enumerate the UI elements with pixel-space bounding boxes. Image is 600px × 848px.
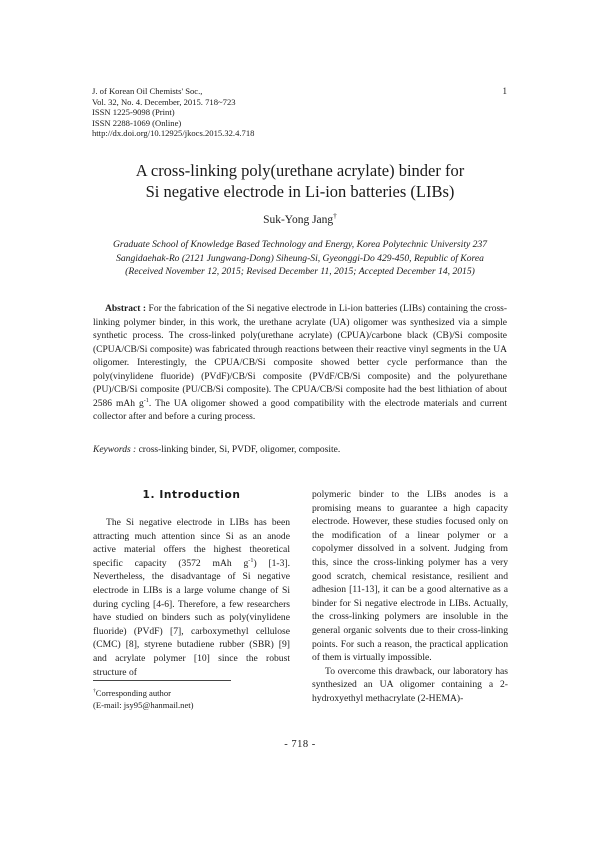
footnote-rule <box>93 680 231 681</box>
intro-p1-b: ) [1-3]. Nevertheless, the disadvantage of Si negative electrode in LIBs is a large volume change of Si during cycling [4-6]. Therefore, a few researchers have studied on binders such as poly(vinylidene fluoride) (PVdF) [7], carboxymethyl cellulose (CMC) [8], styrene butadiene rubber (SBR) [9] and acrylate polymer [10] since the robust structure of <box>93 557 290 678</box>
affiliation-line-1: Graduate School of Knowledge Based Technology and Energy, Korea Polytechnic University 237 <box>112 239 488 250</box>
abstract-label: Abstract : <box>105 304 147 314</box>
issn-print: ISSN 1225-9098 (Print) <box>92 107 175 118</box>
abstract-text-2: . The UA oligomer showed a good compatibility with the electrode materials and current collector after and before a curing process. <box>93 398 507 422</box>
keywords-label: Keywords : <box>93 445 137 455</box>
footnote-email: (E-mail: jsy95@hanmail.net) <box>93 700 194 710</box>
left-column <box>93 516 290 679</box>
affiliation <box>80 238 520 279</box>
journal-name: J. of Korean Oil Chemists' Soc., <box>92 86 203 96</box>
doi-link[interactable]: http://dx.doi.org/10.12925/jkocs.2015.32.4.718 <box>92 128 255 139</box>
journal-volume: Vol. 32, No. 4. December, 2015. 718~723 <box>92 96 236 107</box>
footnote-line-1: Corresponding author <box>95 688 171 698</box>
keywords <box>93 444 507 458</box>
title-line-1: A cross-linking poly(urethane acrylate) binder for <box>135 161 465 180</box>
intro-p1-sup: -1 <box>248 556 254 564</box>
section-heading: 1. Introduction <box>142 489 241 501</box>
intro-paragraph-1 <box>93 516 290 679</box>
title-line-2: Si negative electrode in Li-ion batteries (LIBs) <box>145 182 455 201</box>
paper-title <box>60 160 540 202</box>
abstract <box>93 303 507 425</box>
keywords-text: cross-linking binder, Si, PVDF, oligomer, composite. <box>138 445 341 455</box>
received-dates: (Received November 12, 2015; Revised December 11, 2015; Accepted December 14, 2015) <box>125 266 475 278</box>
issn-online: ISSN 2288-1069 (Online) <box>92 117 182 128</box>
page-marker: 1 <box>502 86 507 96</box>
corresponding-mark: † <box>333 211 337 221</box>
abstract-text-1: For the fabrication of the Si negative electrode in Li-ion batteries (LIBs) containing the cross-linking polymer binder, in this work, the urethane acrylate (UA) oligomer was synthesized via a simple synthetic process. The cross-linked poly(urethane acrylate) (CPUA)/carbone black (CB)/Si composite (CPUA/CB/Si composite) was fabricated through reactions between their reactive vinyl segments in the UA oligomer. Interestingly, the CPUA/CB/Si composite showed better cycle performance than the poly(vinylidene fluoride) (PVdF)/CB/Si composite (PVdF/CB/Si composite) and the polyurethane (PU)/CB/Si composite (PU/CB/Si composite). The CPUA/CB/Si composite had the best lithiation of about 2586 mAh g <box>93 304 508 409</box>
intro-paragraph-2: polymeric binder to the LIBs anodes is a promising means to guarantee a high capacity electrode. However, these studies focused only on the modification of a linear polymer or a copolymer dissolved in a solvent. Judging from this, since the cross-linking polymer has a very good scratch, chemical resistance, resilient and adhesion [11-13], it can be a good alternative as a binder for Si negative electrode in LIBs. Actually, the cross-linking polymers are insoluble in the general organic solvents due to their cross-linking points. For such a reason, the practical application of them is virtually impossible. <box>312 489 508 664</box>
page-number: - 718 - <box>284 739 316 750</box>
author-name: Suk-Yong Jang <box>263 214 334 226</box>
author-line <box>60 211 540 226</box>
journal-header <box>92 86 254 139</box>
affiliation-line-2: Sangidaehak-Ro (2121 Jungwang-Dong) Siheung-Si, Gyeonggi-Do 429-450, Republic of Korea <box>116 252 484 264</box>
abstract-sup: -1 <box>143 397 149 404</box>
right-column <box>312 488 508 706</box>
footnote <box>93 687 194 711</box>
intro-paragraph-3: To overcome this drawback, our laboratory has synthesized an UA oligomer containing a 2-hydroxyethyl methacrylate (2-HEMA)- <box>312 665 508 704</box>
footnote-mark: † <box>93 688 96 695</box>
intro-p1-a: The Si negative electrode in LIBs has been attracting much attention since Si as an anode active material offers the highest theoretical specific capacity (3572 mAh g <box>93 517 290 569</box>
